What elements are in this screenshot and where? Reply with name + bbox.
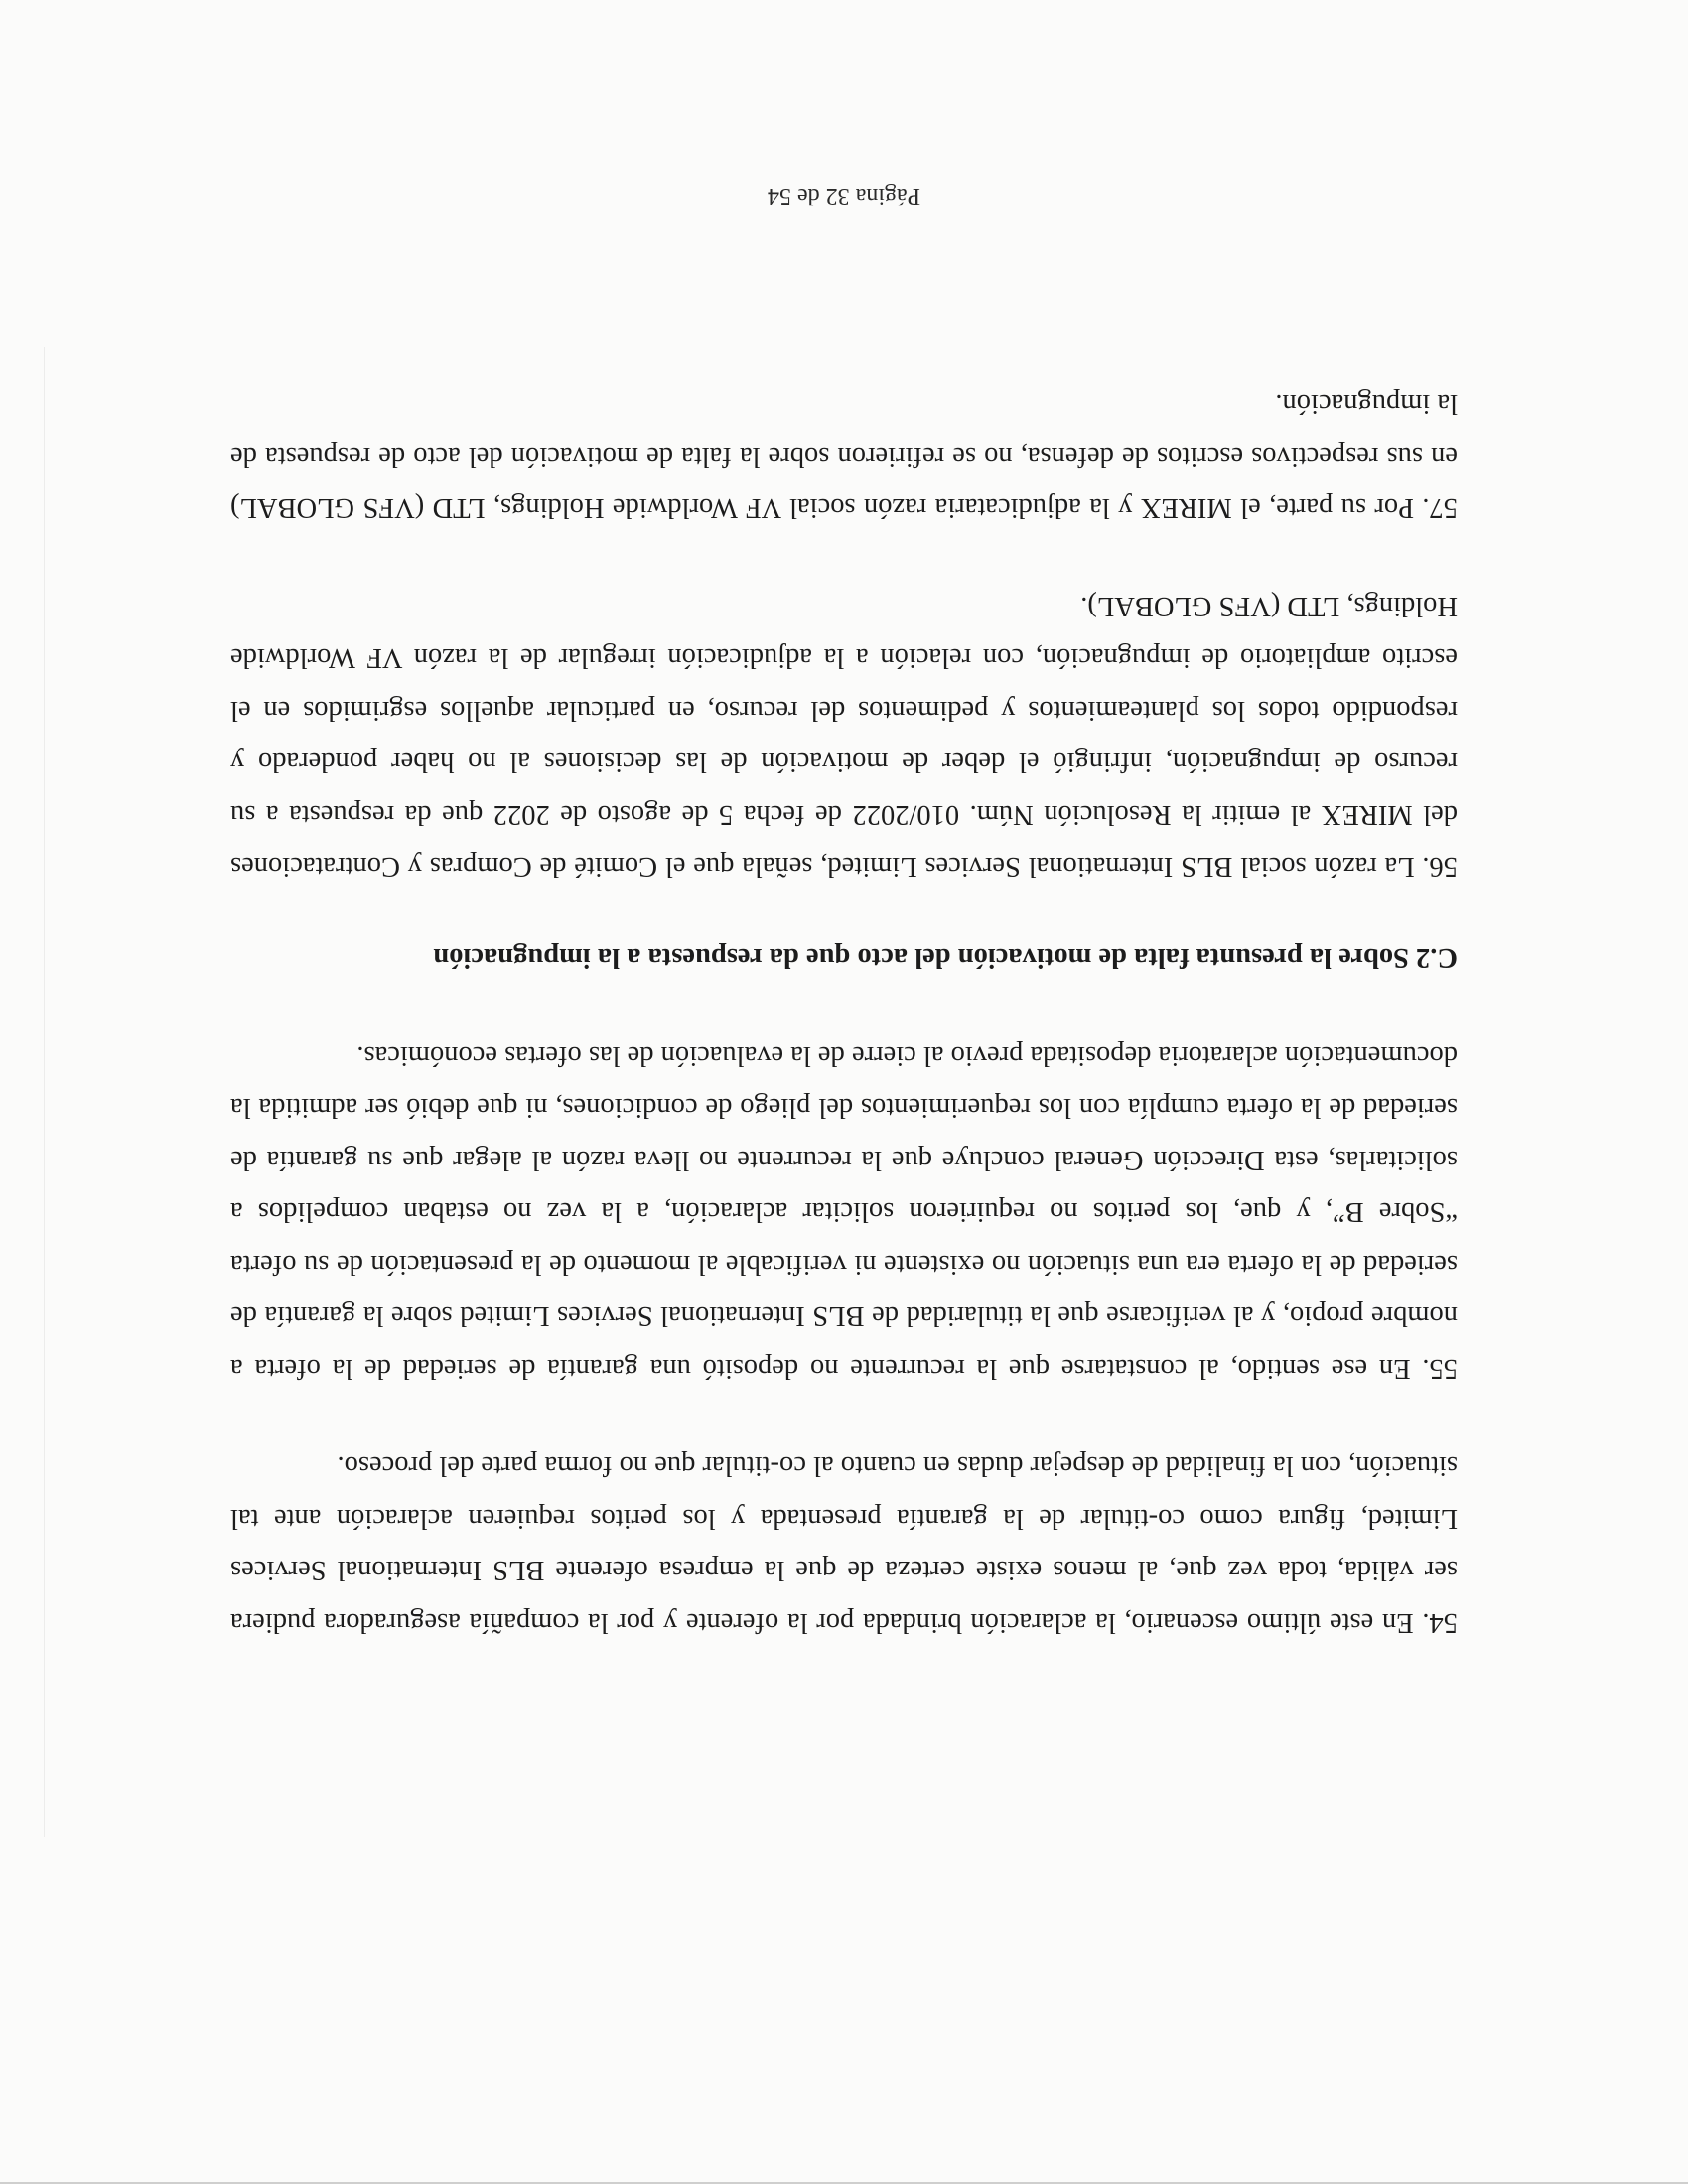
scan-mark-left <box>44 347 45 1837</box>
paragraph-text: La razón social BLS International Services Limited, señala que el Comité de Compras y Contrataciones del MIREX al emitir la Resolución Núm. 010/2022 de fecha 5 de agosto de 2022 que da respuesta a su recurso de impugnación, infringió el deber de motivación de las decisiones al no haber ponderado y respondido todos los planteamientos y pedimentos del recurso, en particular aquellos esgrimidos en el escrito ampliatorio de impugnación, con relación a la adjudicación irregular de la razón VF Worldwide Holdings, LTD (VFS GLOBAL). <box>230 591 1458 883</box>
paragraph-54 <box>230 1439 1458 1648</box>
paragraph-57 <box>230 377 1458 534</box>
paragraph-56 <box>230 580 1458 892</box>
paragraph-number: 54. <box>1422 1607 1458 1638</box>
paragraph-number: 56. <box>1422 851 1458 883</box>
paragraph-text: En ese sentido, al constatarse que la recurrente no depositó una garantía de seriedad de la oferta a nombre propio, y al verificarse que la titularidad de BLS International Services Limited sobre la garantía de seriedad de la oferta era una situación no existente ni verificable al momento de la presentación de su oferta “Sobre B”, y que, los peritos no requirieron solicitar aclaración, a la vez no estaban compelidos a solicitarlas, esta Dirección General concluye que la recurrente no lleva razón al alegar que su garantía de seriedad de la oferta cumplía con los requerimientos del pliego de condiciones, ni que debió ser admitida la documentación aclaratoria depositada previo al cierre de la evaluación de las ofertas económicas. <box>230 1040 1458 1384</box>
section-heading: C.2 Sobre la presunta falta de motivación del acto que da respuesta a la impugnación <box>433 942 1458 974</box>
page-footer: Página 32 de 54 <box>768 183 920 208</box>
paragraph-number: 57. <box>1422 492 1458 524</box>
paragraph-55 <box>230 1029 1458 1395</box>
paragraph-number: 55. <box>1422 1353 1458 1384</box>
document-body <box>230 332 1458 1648</box>
paragraph-text: Por su parte, el MIREX y la adjudicataria razón social VF Worldwide Holdings, LTD (VFS GLOBAL) en sus respectivos escritos de defensa, no se refirieron sobre la falta de motivación del acto de respuesta de la impugnación. <box>229 388 1458 524</box>
paragraph-text: En este último escenario, la aclaración brindada por la oferente y por la compañía aseguradora pudiera ser válida, toda vez que, al menos existe certeza de que la empresa oferente BLS International Services Limited, figura como co-titular de la garantía presentada y los peritos requieren aclaración ante tal situación, con la finalidad de despejar dudas en cuanto al co-titular que no forma parte del proceso. <box>229 1450 1458 1638</box>
